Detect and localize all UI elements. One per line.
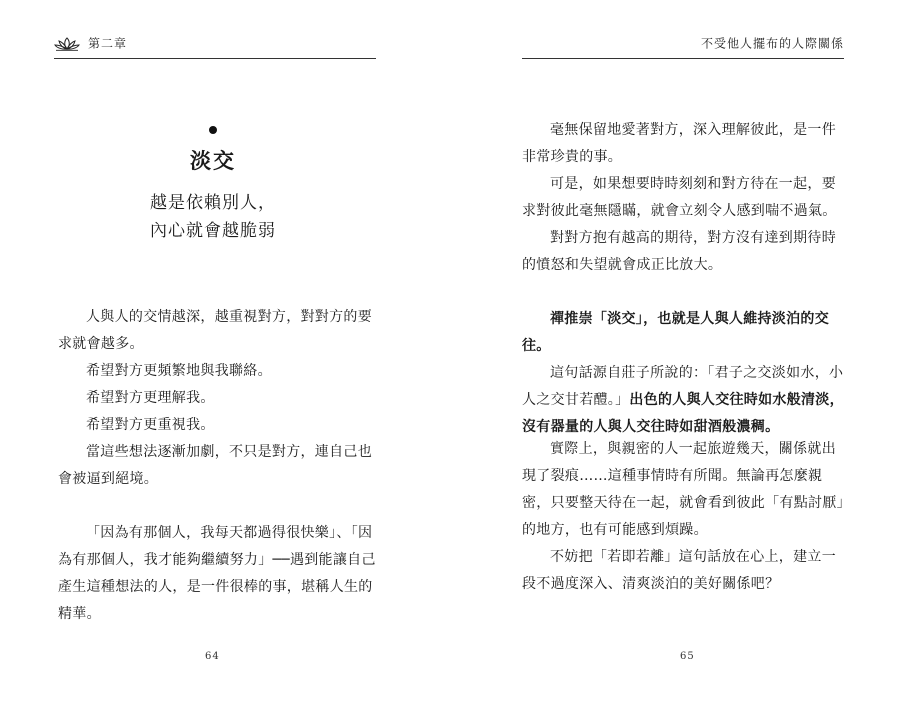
quote-text: 這句話源自莊子所說的：「君子之交淡如水，小人之交甘若醴。」 xyxy=(522,365,844,408)
paragraph: 實際上，與親密的人一起旅遊幾天，關係就出現了裂痕……這種事情時有所聞。無論再怎麼親密，只要整天待在一起，就會看到彼此「有點討厭」的地方，也有可能感到煩躁。 xyxy=(522,441,844,538)
chapter-label: 第二章 xyxy=(88,36,128,51)
section-bullet xyxy=(209,126,217,134)
header-rule xyxy=(522,58,844,59)
left-running-header xyxy=(54,32,376,54)
paragraph: 人與人的交情越深，越重視對方，對對方的要求就會越多。 xyxy=(58,309,372,352)
section-title: 淡交 xyxy=(190,149,236,173)
paragraph: 不妨把「若即若離」這句話放在心上，建立一段不過度深入、清爽淡泊的美好關係吧？ xyxy=(522,549,836,592)
emphasized-text: 出色的人與人交往時如水般清淡，沒有器量的人與人交往時如甜酒般濃稠。 xyxy=(522,392,844,435)
header-rule xyxy=(54,58,376,59)
paragraph: 希望對方更理解我。 xyxy=(86,390,215,406)
body-block-1 xyxy=(522,117,848,279)
paragraph: 對對方抱有越高的期待，對方沒有達到期待時的憤怒和失望就會成正比放大。 xyxy=(522,230,836,273)
book-title-label: 不受他人擺布的人際關係 xyxy=(700,36,844,51)
body-block-2 xyxy=(58,520,378,628)
page-number: 65 xyxy=(680,651,695,662)
paragraph: 希望對方更重視我。 xyxy=(86,417,215,433)
paragraph: 可是，如果想要時時刻刻和對方待在一起，要求對彼此毫無隱瞞，就會立刻令人感到喘不過氣。 xyxy=(522,176,837,219)
paragraph: 毫無保留地愛著對方，深入理解彼此，是一件非常珍貴的事。 xyxy=(522,122,836,165)
page-number: 64 xyxy=(205,651,220,662)
right-page xyxy=(450,0,900,712)
body-block-1 xyxy=(58,304,378,493)
lotus-icon xyxy=(54,37,80,51)
subtitle-line-2: 內心就會越脆弱 xyxy=(150,221,276,241)
right-running-header xyxy=(522,32,844,54)
emphasized-paragraph: 禪推崇「淡交」，也就是人與人維持淡泊的交往。 xyxy=(522,311,829,354)
paragraph: 希望對方更頻繁地與我聯絡。 xyxy=(86,363,272,379)
subtitle-line-1: 越是依賴別人， xyxy=(150,193,276,213)
paragraph: 當這些想法逐漸加劇，不只是對方，連自己也會被逼到絕境。 xyxy=(58,444,372,487)
body-block-2 xyxy=(522,306,848,441)
paragraph xyxy=(522,360,848,441)
paragraph: 「因為有那個人，我每天都過得很快樂」、「因為有那個人，我才能夠繼續努力」──遇到能讓自己產生這種想法的人，是一件很棒的事，堪稱人生的精華。 xyxy=(58,525,376,622)
body-block-3 xyxy=(522,436,848,598)
